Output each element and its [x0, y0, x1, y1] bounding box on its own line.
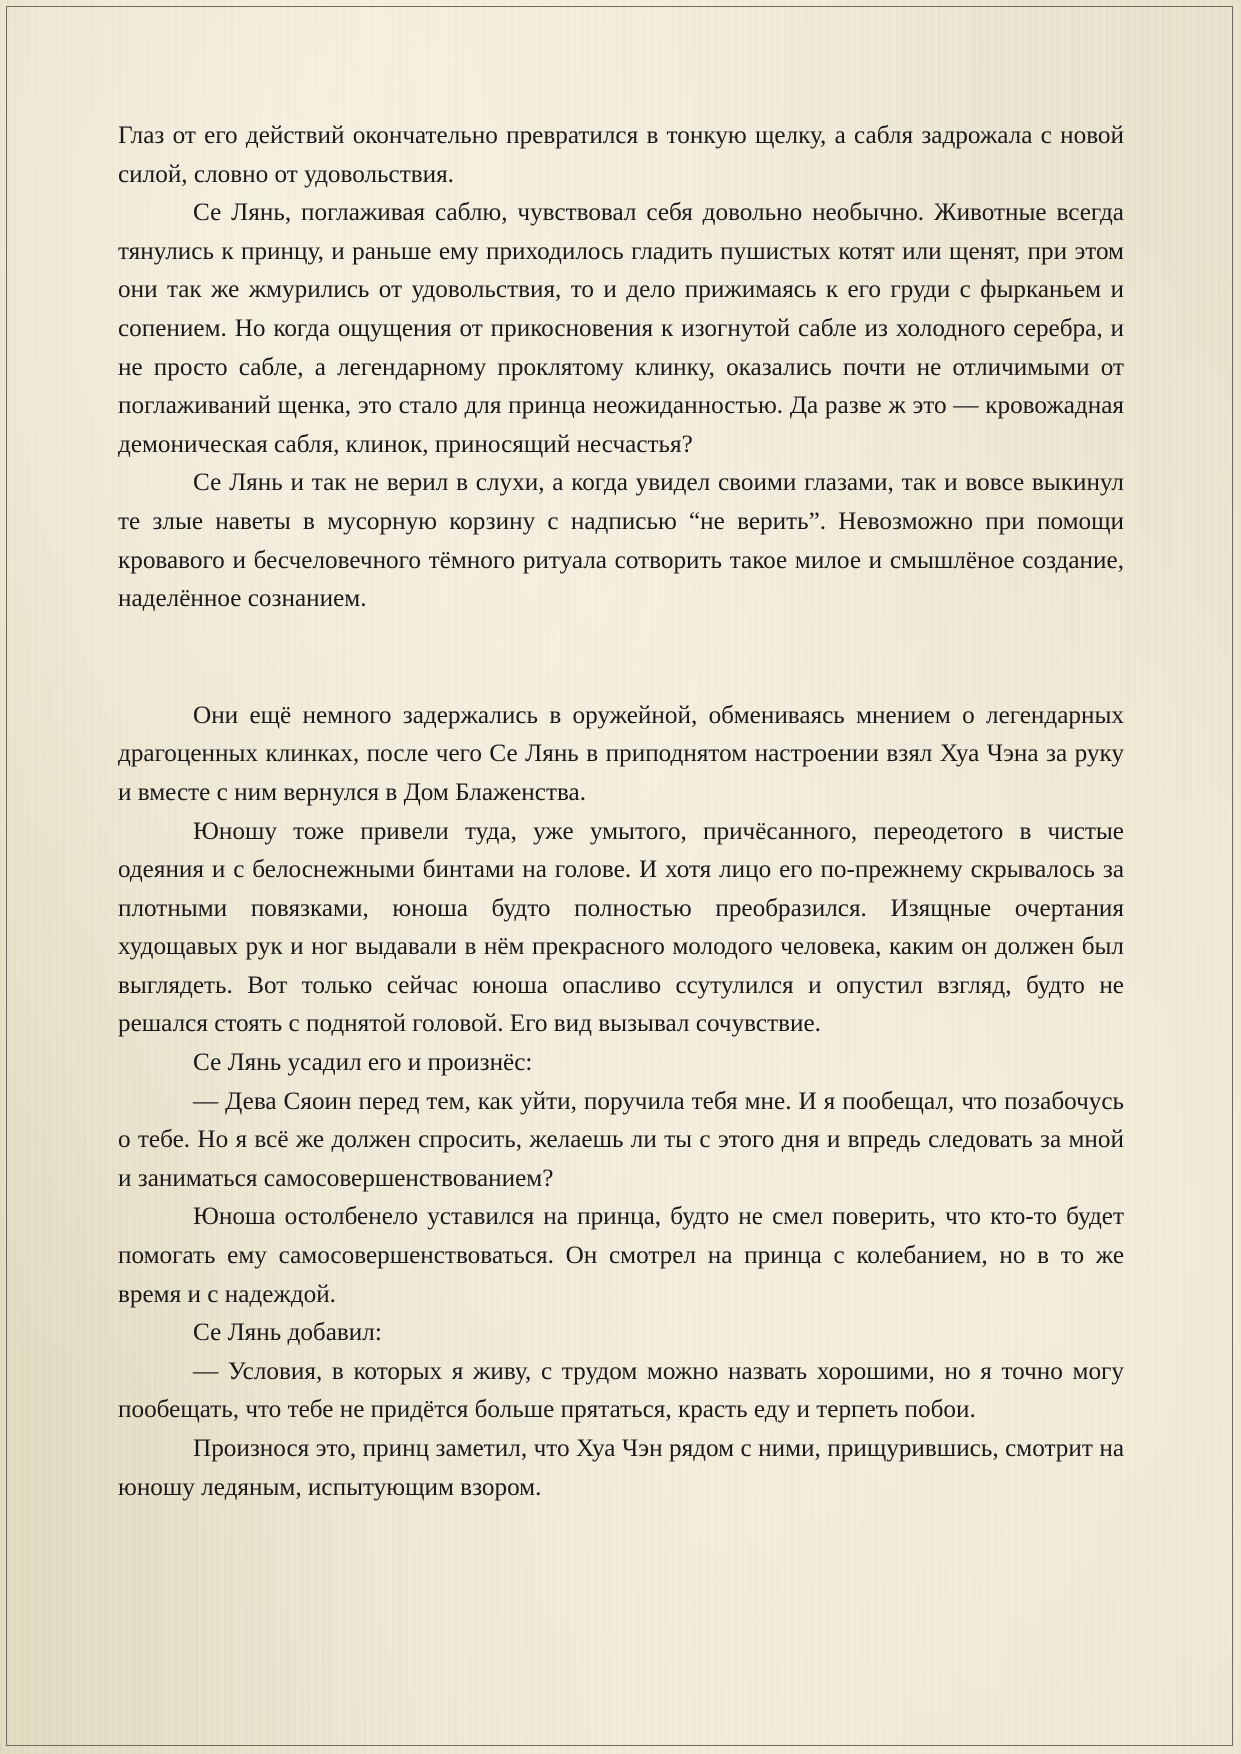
paragraph: Се Лянь усадил его и произнёс: [193, 1049, 533, 1077]
paragraph: Се Лянь, поглаживая саблю, чувствовал себя довольно необычно. Животные всегда тянулись к принцу, и раньше ему приходилось гладить пушистых котят или щенят, при этом они так же жмурились от удовольствия, то и дело прижимаясь к его груди с фырканьем и сопением. Но когда ощущения от прикосновения к изогнутой сабле из холодного серебра, и не просто сабле, а легендарному проклятому клинку, оказались почти не отличимыми от поглаживаний щенка, это стало для принца неожиданностью. Да разве ж это — кровожадная демоническая сабля, клинок, приносящий несчастья? [118, 199, 1124, 458]
paragraph: Произнося это, принц заметил, что Хуа Чэн рядом с ними, прищурившись, смотрит на юношу ледяным, испытующим взором. [118, 1435, 1124, 1501]
paragraph: Юноша остолбенело уставился на принца, будто не смел поверить, что кто-то будет помогать ему самосовершенствоваться. Он смотрел на принца с колебанием, но в то же время и с надеждой. [118, 1203, 1124, 1308]
paragraph: Се Лянь и так не верил в слухи, а когда увидел своими глазами, так и вовсе выкинул те злые наветы в мусорную корзину с надписью “не верить”. Невозможно при помощи кровавого и бесчеловечного тёмного ритуала сотворить такое милое и смышлёное создание, наделённое сознанием. [118, 469, 1124, 613]
section-1 [118, 117, 1124, 619]
paragraph: — Дева Сяоин перед тем, как уйти, поручила тебя мне. И я пообещал, что позабочусь о тебе. Но я всё же должен спросить, желаешь ли ты с этого дня и впредь следовать за мной и заниматься самосовершенствованием? [118, 1087, 1124, 1192]
page-text [118, 117, 1124, 1507]
paragraph: Глаз от его действий окончательно превратился в тонкую щелку, а сабля задрожала с новой силой, словно от удовольствия. [118, 122, 1124, 188]
paragraph: — Условия, в которых я живу, с трудом можно назвать хорошими, но я точно могу пообещать, что тебе не придётся больше прятаться, красть еду и терпеть побои. [118, 1357, 1124, 1424]
section-2 [118, 697, 1124, 1507]
paragraph: Юношу тоже привели туда, уже умытого, причёсанного, переодетого в чистые одеяния и с белоснежными бинтами на голове. И хотя лицо его по-прежнему скрывалось за плотными повязками, юноша будто полностью преобразился. Изящные очертания худощавых рук и ног выдавали в нём прекрасного молодого человека, каким он должен был выглядеть. Вот только сейчас юноша опасливо ссутулился и опустил взгляд, будто не решался стоять с поднятой головой. Его вид вызывал сочувствие. [118, 817, 1124, 1038]
paragraph: Они ещё немного задержались в оружейной, обмениваясь мнением о легендарных драгоценных клинках, после чего Се Лянь в приподнятом настроении взял Хуа Чэна за руку и вместе с ним вернулся в Дом Блаженства. [118, 701, 1124, 806]
paragraph: Се Лянь добавил: [193, 1319, 382, 1347]
section-break [118, 619, 1124, 697]
